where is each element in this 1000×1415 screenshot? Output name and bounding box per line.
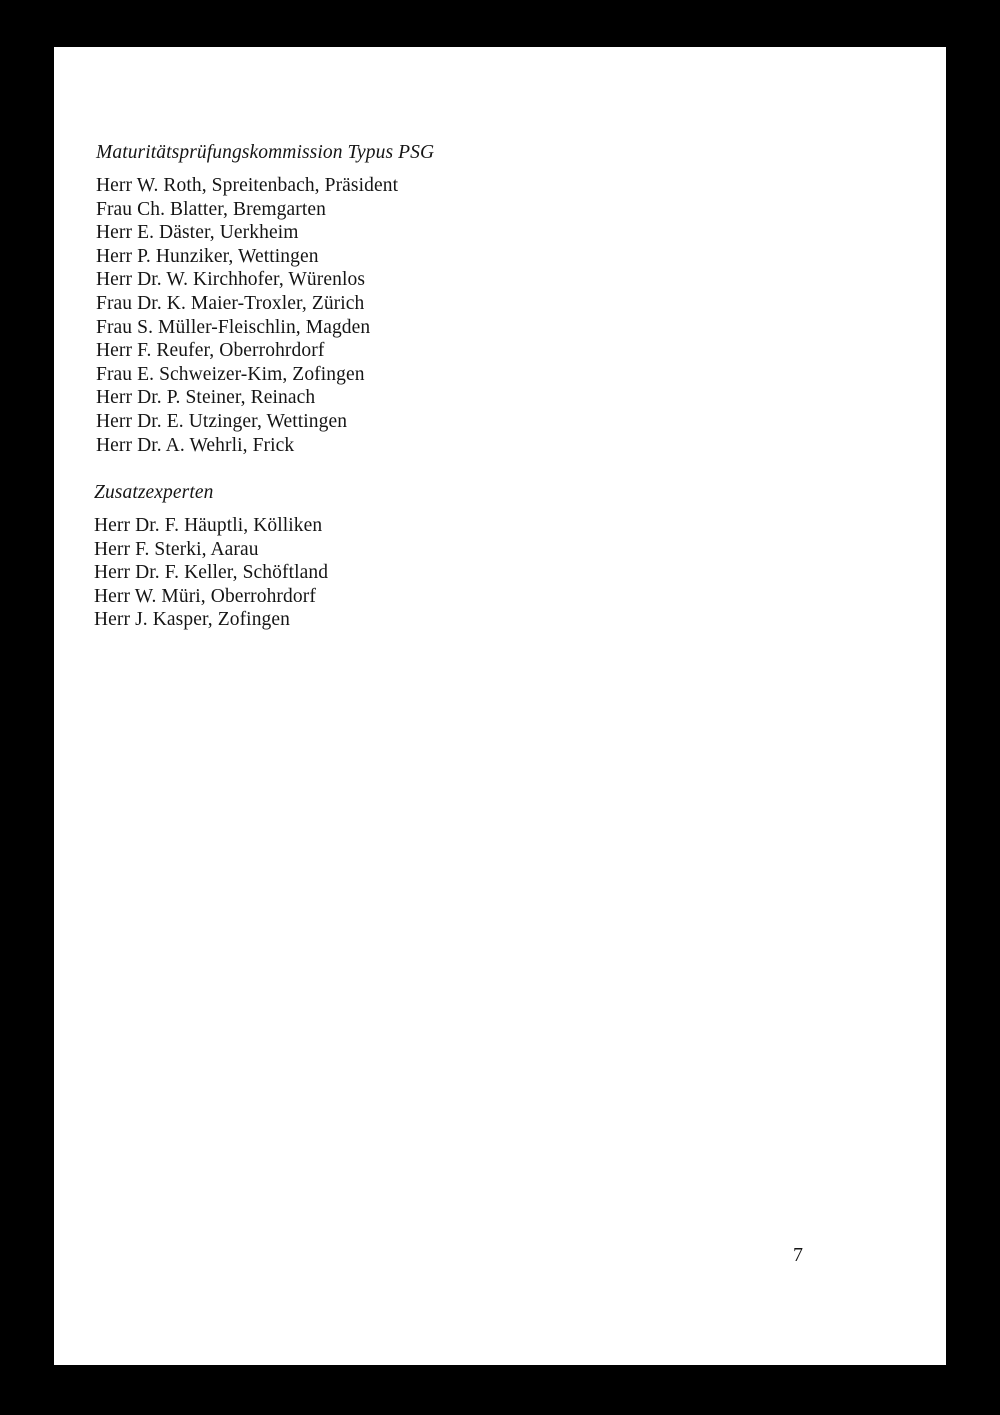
list-item: Herr W. Müri, Oberrohrdorf <box>94 585 316 607</box>
list-item: Herr Dr. F. Keller, Schöftland <box>94 562 329 584</box>
list-item: Herr W. Roth, Spreitenbach, Präsident <box>96 175 399 196</box>
list-item: Herr Dr. E. Utzinger, Wettingen <box>96 410 348 432</box>
experts-member-list <box>94 514 328 632</box>
commission-title: Maturitätsprüfungskommission Typus PSG <box>96 142 435 163</box>
list-item: Frau Ch. Blatter, Bremgarten <box>96 198 327 220</box>
list-item: Herr P. Hunziker, Wettingen <box>96 245 319 267</box>
list-item: Frau E. Schweizer-Kim, Zofingen <box>96 363 365 385</box>
list-item: Herr F. Sterki, Aarau <box>94 538 259 560</box>
list-item: Herr E. Däster, Uerkheim <box>96 222 299 244</box>
list-item: Frau S. Müller-Fleischlin, Magden <box>96 316 371 338</box>
list-item: Frau Dr. K. Maier-Troxler, Zürich <box>96 292 365 314</box>
list-item: Herr Dr. P. Steiner, Reinach <box>96 387 316 409</box>
list-item: Herr Dr. A. Wehrli, Frick <box>96 434 295 456</box>
page-number: 7 <box>793 1244 803 1266</box>
experts-section <box>94 481 328 632</box>
list-item: Herr Dr. W. Kirchhofer, Würenlos <box>96 269 366 291</box>
list-item: Herr F. Reufer, Oberrohrdorf <box>96 340 325 362</box>
experts-title: Zusatzexperten <box>94 482 214 503</box>
document-page <box>54 47 946 1365</box>
commission-member-list <box>96 174 434 457</box>
list-item: Herr Dr. F. Häuptli, Kölliken <box>94 515 323 536</box>
list-item: Herr J. Kasper, Zofingen <box>94 609 291 631</box>
commission-section <box>96 141 434 457</box>
